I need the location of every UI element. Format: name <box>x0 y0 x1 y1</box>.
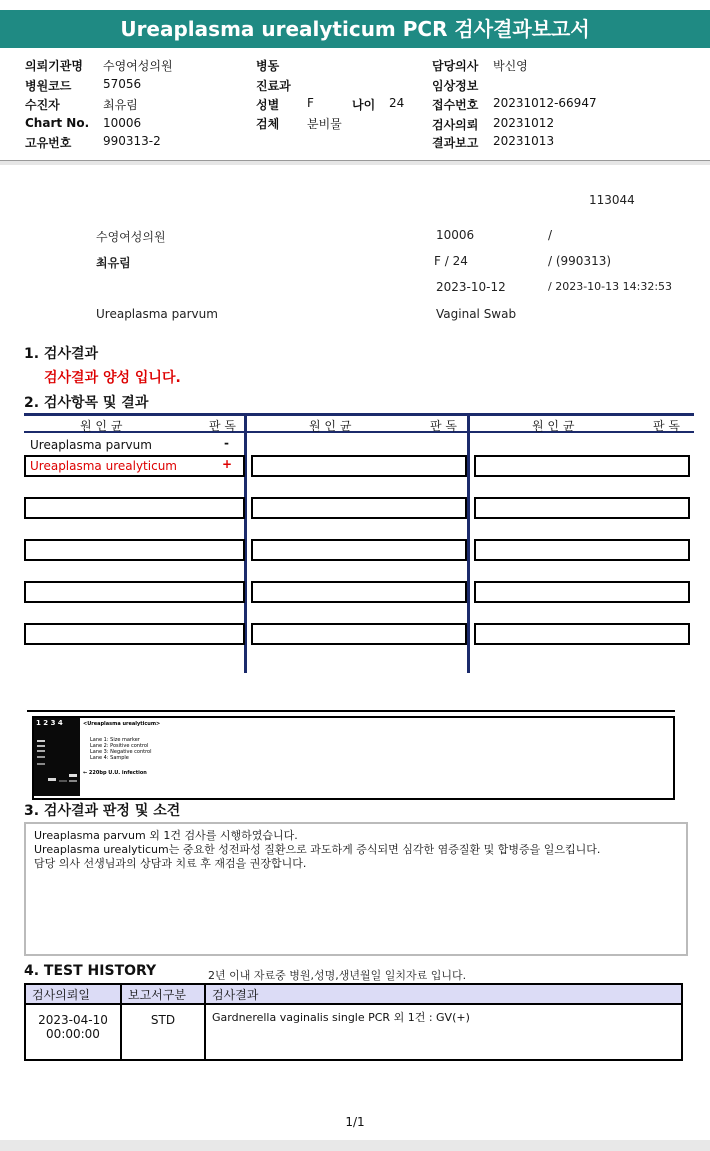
result-cell <box>474 581 690 603</box>
summary-sex-age: F / 24 <box>434 254 468 268</box>
hospital-value: 수영여성의원 <box>103 59 173 73</box>
result-cell <box>474 623 690 645</box>
report-title: Ureaplasma urealyticum PCR 검사결과보고서 <box>0 10 710 48</box>
history-result: Gardnerella vaginalis single PCR 외 1건 : GV(+) <box>205 1004 682 1060</box>
specimen-label: 검체 <box>256 117 280 131</box>
page-number: 1/1 <box>345 1115 365 1129</box>
row-parvum-mark: - <box>224 436 229 450</box>
row-urealyticum-name: Ureaplasma urealyticum <box>30 459 177 473</box>
ward-label: 병동 <box>256 59 280 73</box>
result-cell <box>251 581 467 603</box>
gel-lane4: Lane 4: Sample <box>90 755 129 761</box>
section1-title: 1. 검사결과 <box>24 346 99 362</box>
gel-lane-numbers: 1 2 3 4 <box>36 719 63 727</box>
summary-hospital: 수영여성의원 <box>96 230 166 244</box>
history-table <box>24 983 683 1061</box>
summary-datetime: / 2023-10-13 14:32:53 <box>548 280 673 293</box>
result-cell <box>251 497 467 519</box>
gel-electrophoresis-image <box>34 718 80 796</box>
age-value: 24 <box>389 96 405 110</box>
col-judge-1: 판 독 <box>209 419 236 433</box>
gel-title: <Ureaplasma urealyticum> <box>83 721 161 727</box>
history-type: STD <box>121 1004 205 1060</box>
patient-label: 수진자 <box>25 98 60 112</box>
col-pathogen-3: 원 인 균 <box>532 419 575 433</box>
dept-label: 진료과 <box>256 79 291 93</box>
row-parvum-name: Ureaplasma parvum <box>30 438 152 452</box>
specimen-value: 분비물 <box>307 117 342 131</box>
result-cell <box>474 497 690 519</box>
result-cell <box>251 539 467 561</box>
history-col-type: 보고서구분 <box>121 984 205 1004</box>
patient-value: 최유림 <box>103 98 138 112</box>
age-label: 나이 <box>352 98 376 112</box>
clinical-label: 임상정보 <box>432 79 479 93</box>
summary-id: 113044 <box>589 193 635 207</box>
comment-box <box>24 822 688 956</box>
summary-sample: Vaginal Swab <box>436 307 517 321</box>
chart-label: Chart No. <box>25 116 90 130</box>
code-label: 병원코드 <box>25 79 72 93</box>
summary-date: 2023-10-12 <box>436 280 506 294</box>
result-cell <box>24 623 245 645</box>
report-value: 20231013 <box>493 134 555 148</box>
col-judge-2: 판 독 <box>430 419 457 433</box>
report-label: 결과보고 <box>432 136 479 150</box>
comment-line: Ureaplasma parvum 외 1건 검사를 시행하였습니다. <box>34 829 298 842</box>
section3-title: 3. 검사결과 판정 및 소견 <box>24 803 181 819</box>
footer-bar <box>0 1140 710 1151</box>
sex-label: 성별 <box>256 98 280 112</box>
summary-slash: / <box>548 228 553 242</box>
result-grid-header <box>24 413 694 433</box>
summary-chart: 10006 <box>436 228 475 242</box>
col-judge-3: 판 독 <box>653 419 680 433</box>
unique-value: 990313-2 <box>103 134 161 148</box>
section4-title: 4. TEST HISTORY <box>24 963 157 979</box>
section4-note: 2년 이내 자료중 병원,성명,생년월일 일치자료 입니다. <box>208 969 467 982</box>
result-cell <box>24 497 245 519</box>
history-col-result: 검사결과 <box>205 984 682 1004</box>
result-cell <box>24 581 245 603</box>
doctor-value: 박신영 <box>493 59 528 73</box>
history-time: 00:00:00 <box>46 1027 100 1041</box>
comment-line: 담당 의사 선생님과의 상담과 치료 후 재검을 권장합니다. <box>34 857 307 870</box>
doctor-label: 담당의사 <box>432 59 479 73</box>
header-divider <box>0 160 710 165</box>
summary-test: Ureaplasma parvum <box>96 307 218 321</box>
result-cell <box>251 623 467 645</box>
gel-divider <box>27 710 675 712</box>
result-cell <box>474 455 690 477</box>
history-date: 2023-04-10 <box>38 1013 108 1027</box>
history-col-date: 검사의뢰일 <box>25 984 121 1004</box>
receipt-value: 20231012-66947 <box>493 96 597 110</box>
table-row <box>25 1004 682 1060</box>
code-value: 57056 <box>103 77 142 91</box>
result-cell <box>474 539 690 561</box>
gel-lane3: Lane 3: Negative control <box>90 749 152 755</box>
row-urealyticum-mark: + <box>222 457 233 471</box>
gel-lane1: Lane 1: Size marker <box>90 737 140 743</box>
hospital-label: 의뢰기관명 <box>25 59 83 73</box>
section1-result: 검사결과 양성 입니다. <box>44 370 181 386</box>
sex-value: F <box>307 96 314 110</box>
request-value: 20231012 <box>493 116 555 130</box>
result-cell <box>251 455 467 477</box>
section2-title: 2. 검사항목 및 결과 <box>24 395 149 411</box>
gel-band-label: ← 220bp U.U. infection <box>83 770 147 776</box>
summary-birth: / (990313) <box>548 254 612 268</box>
summary-name: 최유림 <box>96 256 131 270</box>
result-cell <box>24 539 245 561</box>
col-pathogen-1: 원 인 균 <box>80 419 123 433</box>
chart-value: 10006 <box>103 116 142 130</box>
grid-divider-2 <box>467 413 470 673</box>
comment-line: Ureaplasma urealyticum는 중요한 성전파성 질환으로 과도하게 증식되면 심각한 염증질환 및 합병증을 일으킵니다. <box>34 843 601 856</box>
col-pathogen-2: 원 인 균 <box>309 419 352 433</box>
gel-lane2: Lane 2: Positive control <box>90 743 149 749</box>
unique-label: 고유번호 <box>25 136 72 150</box>
history-date-cell <box>25 1004 121 1060</box>
receipt-label: 접수번호 <box>432 98 479 112</box>
request-label: 검사의뢰 <box>432 118 479 132</box>
